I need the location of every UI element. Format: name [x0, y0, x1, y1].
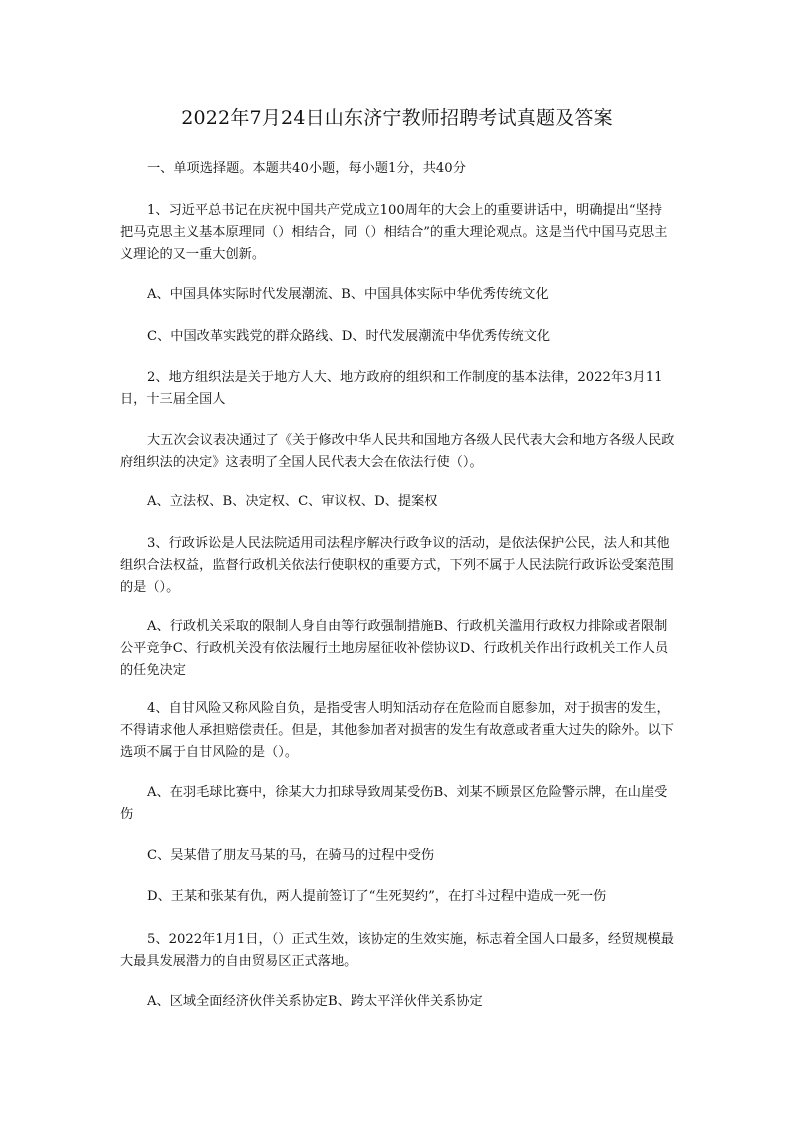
question-2-text-part1: 2、地方组织法是关于地方人大、地方政府的组织和工作制度的基本法律，2022年3月11日，十三届全国人 — [120, 370, 663, 407]
question-4-options-ab: A、在羽毛球比赛中，徐某大力扣球导致周某受伤B、刘某不顾景区危险警示牌，在山崖受伤 — [120, 785, 668, 822]
question-1-options-cd: C、中国改革实践党的群众路线、D、时代发展潮流中华优秀传统文化 — [147, 329, 551, 344]
document-title: 2022年7月24日山东济宁教师招聘考试真题及答案 — [181, 107, 613, 129]
question-2-options: A、立法权、B、决定权、C、审议权、D、提案权 — [147, 494, 438, 509]
question-1-options-ab: A、中国具体实际时代发展潮流、B、中国具体实际中华优秀传统文化 — [147, 287, 549, 302]
question-5-options-ab: A、区域全面经济伙伴关系协定B、跨太平洋伙伴关系协定 — [147, 994, 483, 1009]
question-3-text: 3、行政诉讼是人民法院适用司法程序解决行政争议的活动，是依法保护公民，法人和其他组织合法权益，监督行政机关依法行使职权的重要方式，下列不属于人民法院行政诉讼受案范围的是（）。 — [120, 536, 674, 595]
section-header: 一、单项选择题。本题共40小题，每小题1分，共40分 — [147, 161, 466, 176]
question-4-option-d: D、王某和张某有仇，两人提前签订了“生死契约”，在打斗过程中造成一死一伤 — [147, 889, 607, 904]
question-3-options: A、行政机关采取的限制人身自由等行政强制措施B、行政机关滥用行政权力排除或者限制公平竞争C、行政机关没有依法履行土地房屋征收补偿协议D、行政机关作出行政机关工作人员的任免决定 — [120, 619, 669, 678]
question-4-option-c: C、吴某借了朋友马某的马，在骑马的过程中受伤 — [147, 848, 435, 863]
question-2-text-part2: 大五次会议表决通过了《关于修改中华人民共和国地方各级人民代表大会和地方各级人民政府组织法的决定》这表明了全国人民代表大会在依法行使（）。 — [120, 433, 675, 470]
question-5-text: 5、2022年1月1日，（）正式生效，该协定的生效实施，标志着全国人口最多，经贸规模最大最具发展潜力的自由贸易区正式落地。 — [120, 932, 674, 969]
question-1-text: 1、习近平总书记在庆祝中国共产党成立100周年的大会上的重要讲话中，明确提出“坚持把马克思主义基本原理同（）相结合，同（）相结合”的重大理论观点。这是当代中国马克思主义理论的又一重大创新。 — [120, 203, 668, 262]
question-4-text: 4、自甘风险又称风险自负，是指受害人明知活动存在危险而自愿参加，对于损害的发生，不得请求他人承担赔偿责任。但是，其他参加者对损害的发生有故意或者重大过失的除外。以下选项不属于自甘风险的是（）。 — [120, 701, 674, 760]
